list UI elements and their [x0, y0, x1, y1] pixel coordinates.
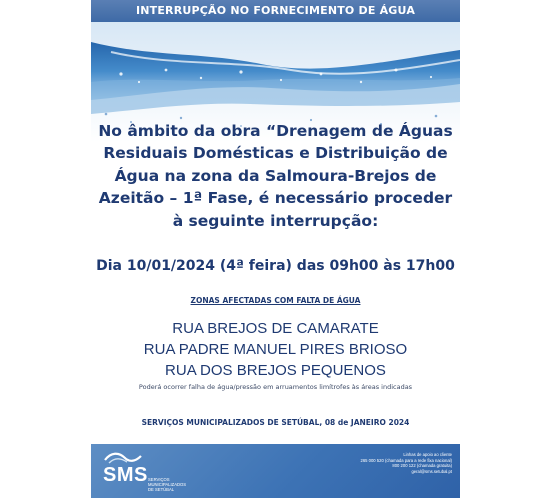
contact-line: geral@sms.setubal.pt [411, 468, 452, 474]
sms-logo-text: SMS [103, 464, 148, 486]
logo-subtitle-line: DE SETÚBAL [148, 487, 175, 492]
signature-line: SERVIÇOS MUNICIPALIZADOS DE SETÚBAL, 08 de JANEIRO 2024 [141, 418, 410, 427]
announcement-line: Azeitão – 1ª Fase, é necessário proceder [98, 189, 453, 208]
pressure-note: Poderá ocorrer falha de água/pressão em arruamentos limítrofes às áreas indicadas [138, 383, 413, 391]
logo-subtitle-line: SERVIÇOS [148, 477, 170, 482]
announcement-line: No âmbito da obra “Drenagem de Águas [98, 122, 453, 140]
footer-bar [91, 444, 460, 498]
street-item: RUA PADRE MANUEL PIRES BRIOSO [143, 341, 408, 358]
contact-line: 800 200 122 (chamada gratuita) [392, 463, 452, 469]
announcement-line: Água na zona da Salmoura-Brejos de [114, 166, 437, 185]
contact-line: 265 000 520 (chamada para a rede fixa nacional) [360, 457, 452, 463]
affected-zones-heading: ZONAS AFECTADAS COM FALTA DE ÁGUA [190, 296, 361, 305]
contact-info [361, 452, 453, 474]
notice-poster [91, 0, 460, 498]
street-item: RUA DOS BREJOS PEQUENOS [165, 362, 386, 379]
interruption-date: Dia 10/01/2024 (4ª feira) das 09h00 às 17h00 [96, 258, 455, 274]
contact-line: Linhas de apoio ao cliente [403, 452, 452, 457]
announcement-text [91, 120, 460, 232]
affected-streets-list [91, 318, 460, 381]
poster-title: INTERRUPÇÃO NO FORNECIMENTO DE ÁGUA [135, 4, 416, 17]
announcement-line: à seguinte interrupção: [172, 211, 379, 230]
logo-subtitle [148, 477, 186, 492]
logo-subtitle-line: MUNICIPALIZADOS [148, 482, 187, 487]
street-item: RUA BREJOS DE CAMARATE [172, 320, 379, 337]
announcement-line: Residuais Domésticas e Distribuição de [103, 144, 448, 163]
